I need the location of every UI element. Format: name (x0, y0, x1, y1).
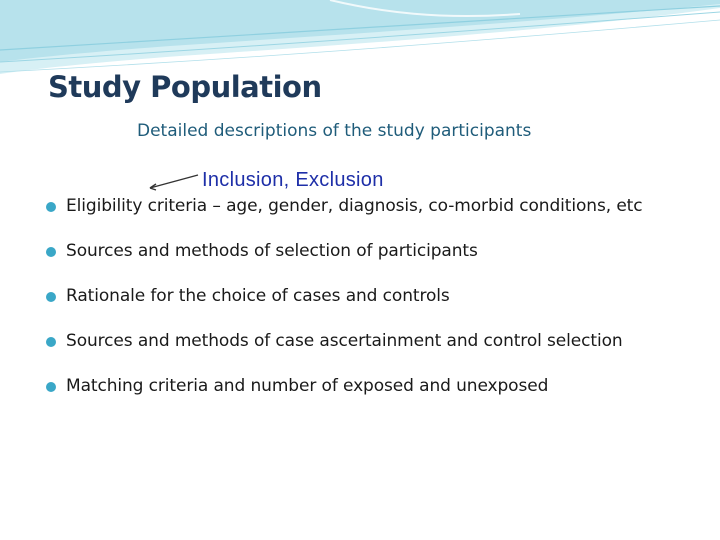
bullet-icon (46, 292, 56, 302)
bullet-icon (46, 247, 56, 257)
bullet-text: Rationale for the choice of cases and controls (66, 286, 450, 306)
bullet-item-sources-selection (44, 241, 643, 286)
bullet-item-case-ascertainment (44, 331, 643, 376)
bullet-text: Sources and methods of case ascertainment and control selection (66, 331, 623, 351)
bullet-list (44, 196, 643, 421)
bullet-item-rationale (44, 286, 643, 331)
bullet-icon (46, 202, 56, 212)
bullet-text: Matching criteria and number of exposed and unexposed (66, 376, 549, 396)
bullet-icon (46, 337, 56, 347)
bullet-text: Eligibility criteria – age, gender, diagnosis, co-morbid conditions, etc (66, 196, 643, 216)
bullet-text: Sources and methods of selection of participants (66, 241, 478, 261)
inclusion-exclusion-annotation: Inclusion, Exclusion (202, 169, 384, 191)
slide-subtitle: Detailed descriptions of the study participants (137, 121, 532, 141)
bullet-icon (46, 382, 56, 392)
bullet-item-matching (44, 376, 643, 421)
bullet-item-eligibility (44, 196, 643, 241)
slide-title: Study Population (48, 70, 322, 104)
annotation-arrow-icon (140, 170, 200, 194)
